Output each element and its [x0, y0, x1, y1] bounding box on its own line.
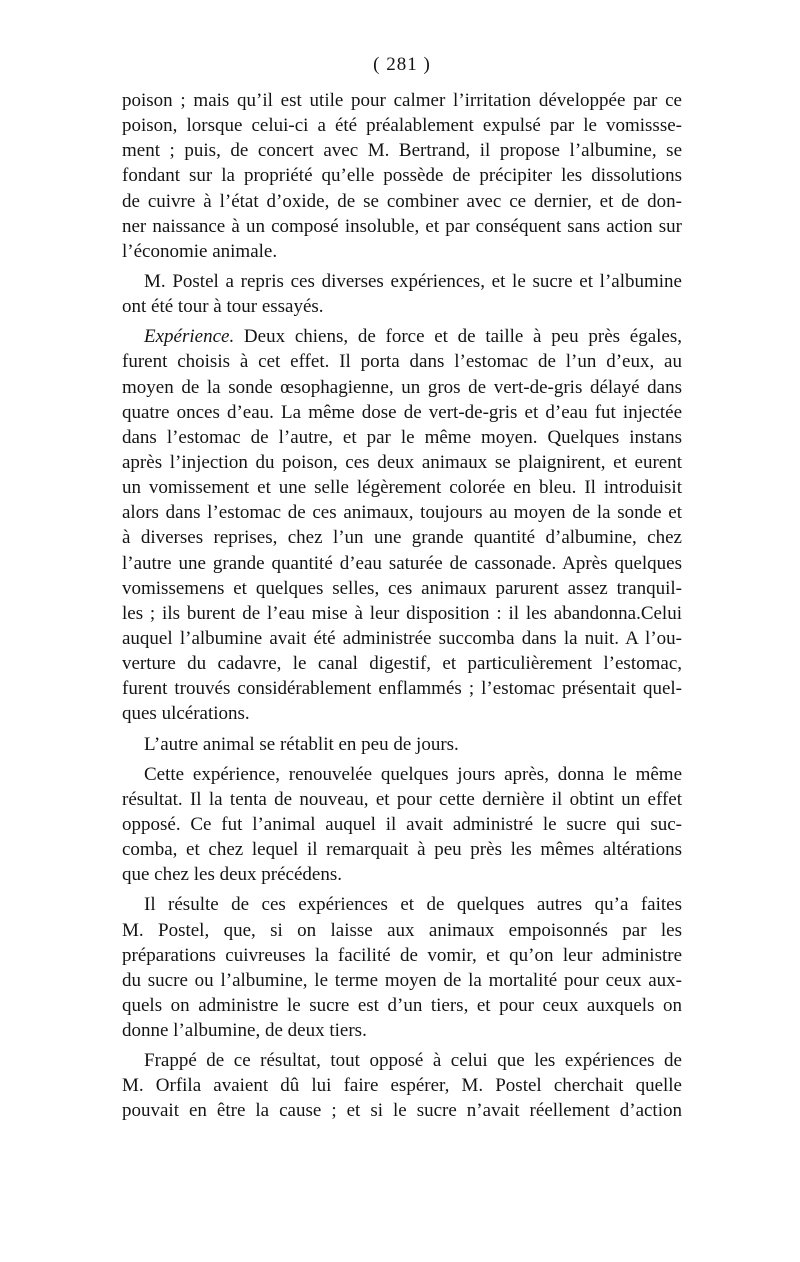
text-line: l’économie animale. [122, 240, 278, 262]
text-line: résultat. Il la tenta de nouveau, et pour cette dernière il obtint un effet [122, 788, 682, 810]
text-line: opposé. Ce fut l’animal auquel il avait administré le sucre qui suc- [122, 813, 682, 835]
text-line: M. Postel a repris ces diverses expériences, et le sucre et l’albumine [144, 270, 682, 292]
book-page [122, 52, 682, 1129]
text-line: que chez les deux précédens. [122, 864, 342, 886]
text-line: après l’injection du poison, ces deux animaux se plaignirent, et eurent [122, 451, 682, 473]
text-line: moyen de la sonde œsophagienne, un gros de vert-de-gris délayé dans [122, 376, 682, 398]
text-line: quatre onces d’eau. La même dose de vert-de-gris et d’eau fut injectée [122, 401, 682, 423]
text-line: Il résulte de ces expériences et de quelques autres qu’a faites [144, 894, 682, 916]
text-line: Cette expérience, renouvelée quelques jours après, donna le même [144, 763, 682, 785]
text-line: M. Orfila avaient dû lui faire espérer, M. Postel cherchait quelle [122, 1075, 682, 1097]
text-line: poison ; mais qu’il est utile pour calmer l’irritation développée par ce [122, 90, 682, 111]
page-number: ( 281 ) [373, 54, 431, 75]
paragraph [122, 88, 682, 264]
text-line: poison, lorsque celui-ci a été préalablement expulsé par le vomissse- [122, 115, 682, 137]
paragraph [122, 324, 682, 726]
italic-lead: Expérience. [144, 326, 235, 348]
text-line: L’autre animal se rétablit en peu de jours. [144, 733, 459, 755]
line-text: Deux chiens, de force et de taille à peu près égales, [234, 326, 682, 348]
text-line: quels on administre le sucre est d’un tiers, et pour ceux auxquels on [122, 994, 682, 1016]
text-line: vomissemens et quelques selles, ces animaux parurent assez tranquil- [122, 577, 682, 599]
text-line: dans l’estomac de l’autre, et par le même moyen. Quelques instans [122, 426, 682, 448]
text-line: fondant sur la propriété qu’elle possède de précipiter les dissolutions [122, 165, 682, 187]
text-line: préparations cuivreuses la facilité de vomir, et qu’on leur administre [122, 944, 682, 966]
text-line [122, 324, 682, 349]
text-line: M. Postel, que, si on laisse aux animaux empoisonnés par les [122, 919, 682, 941]
text-line: furent choisis à cet effet. Il porta dans l’estomac de l’un d’eux, au [122, 351, 682, 373]
text-line: du sucre ou l’albumine, le terme moyen de la mortalité pour ceux aux- [122, 969, 682, 991]
page-body [122, 88, 682, 1124]
paragraph [122, 762, 682, 888]
text-line: pouvait en être la cause ; et si le sucre n’avait réellement d’action [122, 1100, 682, 1122]
text-line: les ; ils burent de l’eau mise à leur disposition : il les abandonna.Celui [122, 602, 682, 624]
text-line: un vomissement et une selle légèrement colorée en bleu. Il introduisit [122, 477, 682, 499]
text-line: de cuivre à l’état d’oxide, de se combiner avec ce dernier, et de don- [122, 190, 682, 212]
text-line: donne l’albumine, de deux tiers. [122, 1020, 367, 1042]
text-line: à diverses reprises, chez l’un une grande quantité d’albumine, chez [122, 527, 682, 549]
text-line: l’autre une grande quantité d’eau saturée de cassonade. Après quelques [122, 552, 682, 574]
text-line: ner naissance à un composé insoluble, et par conséquent sans action sur [122, 215, 682, 237]
text-line: furent trouvés considérablement enflammés ; l’estomac présentait quel- [122, 678, 682, 700]
text-line: ont été tour à tour essayés. [122, 296, 324, 318]
paragraph [122, 269, 682, 319]
text-line: ques ulcérations. [122, 703, 250, 725]
text-line: alors dans l’estomac de ces animaux, toujours au moyen de la sonde et [122, 502, 682, 524]
text-line: ment ; puis, de concert avec M. Bertrand, il propose l’albumine, se [122, 140, 682, 162]
text-line: Frappé de ce résultat, tout opposé à celui que les expériences de [144, 1050, 682, 1072]
paragraph [122, 1048, 682, 1123]
paragraph [122, 732, 682, 757]
paragraph [122, 892, 682, 1043]
text-line: comba, et chez lequel il remarquait à peu près les mêmes altérations [122, 839, 682, 861]
text-line: verture du cadavre, le canal digestif, et particulièrement l’estomac, [122, 653, 682, 675]
text-line: auquel l’albumine avait été administrée succomba dans la nuit. A l’ou- [122, 627, 682, 649]
